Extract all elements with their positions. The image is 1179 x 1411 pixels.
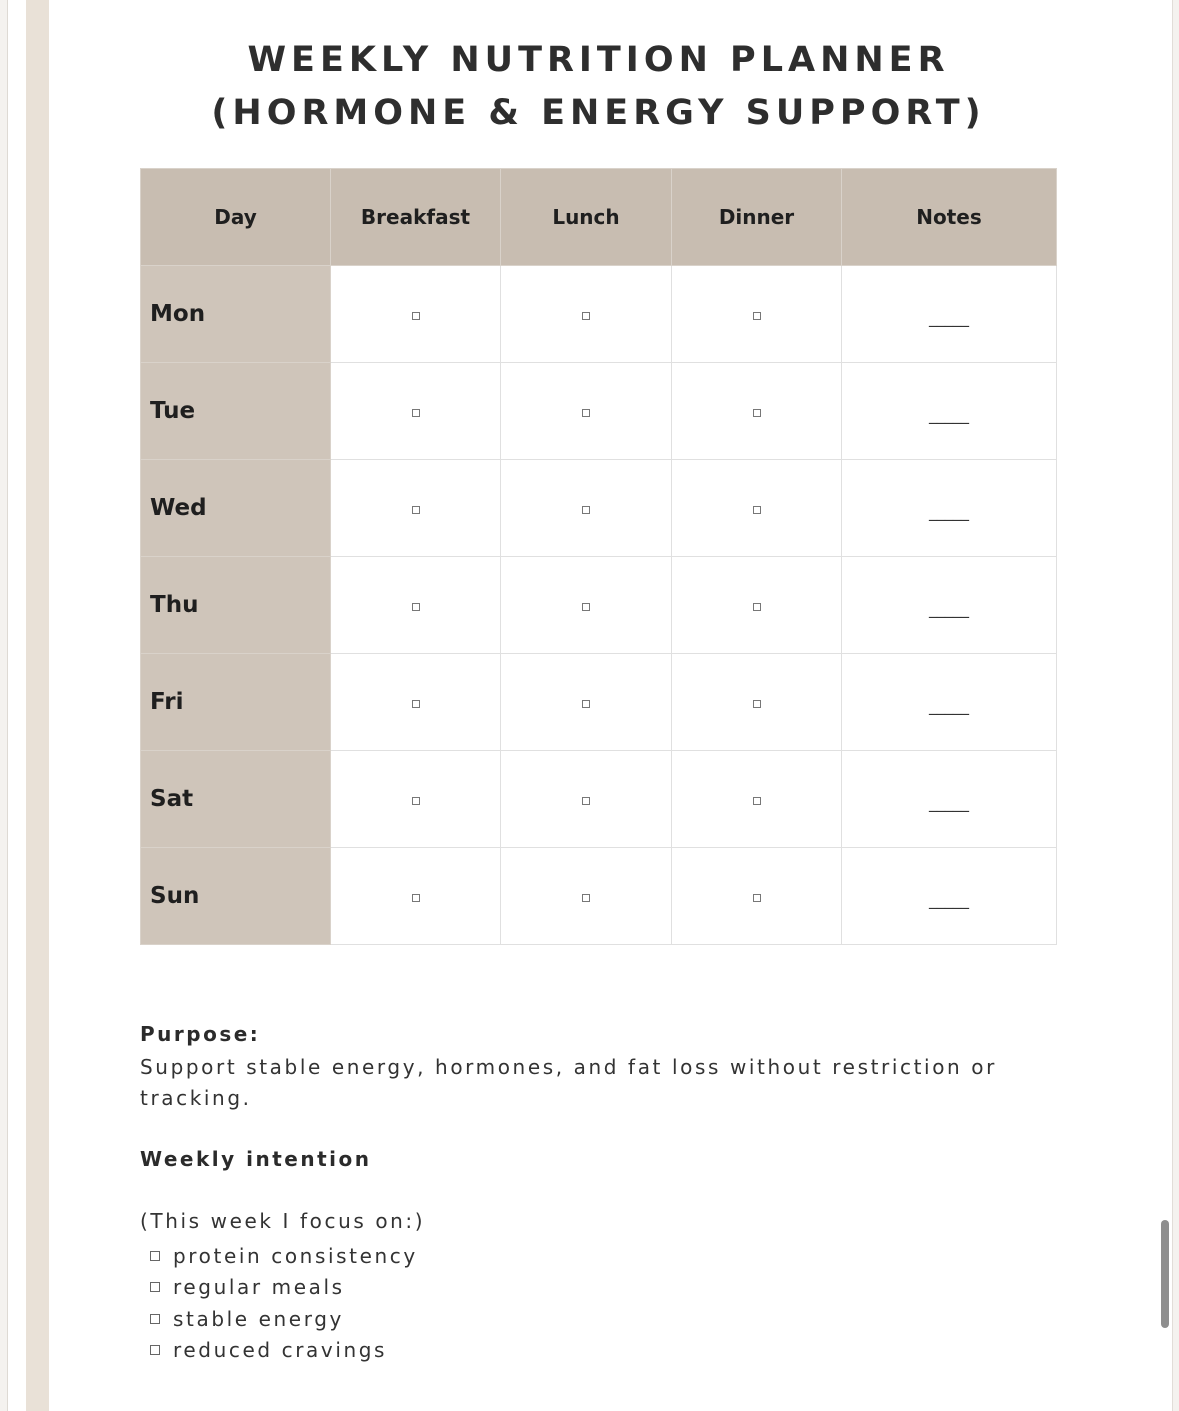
page-edge-right (1172, 0, 1179, 1411)
notes-line: _____ (929, 501, 969, 521)
intention-item-label: stable energy (173, 1306, 344, 1331)
purpose-label: Purpose: (140, 1022, 261, 1046)
checkbox-icon[interactable] (582, 797, 590, 805)
lunch-cell[interactable] (501, 751, 672, 848)
day-label: Sun (141, 848, 331, 945)
day-label: Thu (141, 557, 331, 654)
dinner-cell[interactable] (672, 654, 842, 751)
title-line-1: WEEKLY NUTRITION PLANNER (247, 40, 950, 80)
table-row (141, 751, 1057, 848)
table-row (141, 848, 1057, 945)
checkbox-icon[interactable] (582, 603, 590, 611)
notes-line: _____ (929, 404, 969, 424)
dinner-cell[interactable] (672, 363, 842, 460)
notes-line: _____ (929, 695, 969, 715)
checkbox-icon[interactable] (582, 312, 590, 320)
lunch-cell[interactable] (501, 363, 672, 460)
intention-item-label: reduced cravings (173, 1338, 388, 1363)
checkbox-icon[interactable] (753, 409, 761, 417)
day-label: Tue (141, 363, 331, 460)
notes-cell[interactable] (842, 266, 1057, 363)
checkbox-icon[interactable] (412, 312, 420, 320)
checkbox-icon[interactable] (412, 894, 420, 902)
dinner-cell[interactable] (672, 557, 842, 654)
checkbox-icon[interactable] (412, 700, 420, 708)
checkbox-icon[interactable] (753, 506, 761, 514)
table-row (141, 654, 1057, 751)
checkbox-icon[interactable] (150, 1251, 160, 1261)
notes-line: _____ (929, 792, 969, 812)
notes-cell[interactable] (842, 654, 1057, 751)
table-header-row (141, 169, 1057, 266)
weekly-intention-label: Weekly intention (140, 1147, 372, 1171)
breakfast-cell[interactable] (331, 654, 501, 751)
checkbox-icon[interactable] (753, 700, 761, 708)
day-label: Mon (141, 266, 331, 363)
table-row (141, 557, 1057, 654)
page-title (140, 34, 1057, 140)
breakfast-cell[interactable] (331, 751, 501, 848)
day-label: Wed (141, 460, 331, 557)
notes-cell[interactable] (842, 460, 1057, 557)
table-row (141, 266, 1057, 363)
dinner-cell[interactable] (672, 266, 842, 363)
notes-cell[interactable] (842, 557, 1057, 654)
title-line-2: (HORMONE & ENERGY SUPPORT) (211, 93, 986, 133)
breakfast-cell[interactable] (331, 266, 501, 363)
notes-line: _____ (929, 307, 969, 327)
page-edge-line (7, 0, 8, 1411)
dinner-cell[interactable] (672, 460, 842, 557)
intention-item (150, 1272, 418, 1304)
checkbox-icon[interactable] (412, 797, 420, 805)
intention-item (150, 1240, 418, 1272)
lunch-cell[interactable] (501, 460, 672, 557)
checkbox-icon[interactable] (753, 603, 761, 611)
day-label: Fri (141, 654, 331, 751)
intention-item-label: regular meals (173, 1275, 345, 1300)
checkbox-icon[interactable] (582, 506, 590, 514)
intention-item (150, 1335, 418, 1367)
checkbox-icon[interactable] (582, 894, 590, 902)
breakfast-cell[interactable] (331, 848, 501, 945)
checkbox-icon[interactable] (150, 1282, 160, 1292)
checkbox-icon[interactable] (753, 312, 761, 320)
lunch-cell[interactable] (501, 848, 672, 945)
header-day: Day (141, 169, 331, 266)
checkbox-icon[interactable] (412, 409, 420, 417)
checkbox-icon[interactable] (753, 894, 761, 902)
dinner-cell[interactable] (672, 751, 842, 848)
checkbox-icon[interactable] (412, 603, 420, 611)
intention-list (150, 1240, 418, 1366)
lunch-cell[interactable] (501, 557, 672, 654)
day-label: Sat (141, 751, 331, 848)
purpose-text: Support stable energy, hormones, and fat loss without restriction or tracking. (140, 1055, 997, 1110)
notes-line: _____ (929, 598, 969, 618)
intention-item-label: protein consistency (173, 1243, 418, 1268)
notes-cell[interactable] (842, 751, 1057, 848)
header-lunch: Lunch (501, 169, 672, 266)
scrollbar-thumb[interactable] (1161, 1220, 1169, 1328)
notes-cell[interactable] (842, 848, 1057, 945)
header-breakfast: Breakfast (331, 169, 501, 266)
weekly-intention-prompt: (This week I focus on:) (140, 1209, 426, 1233)
lunch-cell[interactable] (501, 266, 672, 363)
table-row (141, 363, 1057, 460)
binding-strip (26, 0, 49, 1411)
dinner-cell[interactable] (672, 848, 842, 945)
checkbox-icon[interactable] (412, 506, 420, 514)
checkbox-icon[interactable] (582, 700, 590, 708)
notes-cell[interactable] (842, 363, 1057, 460)
checkbox-icon[interactable] (753, 797, 761, 805)
header-notes: Notes (842, 169, 1057, 266)
checkbox-icon[interactable] (150, 1314, 160, 1324)
breakfast-cell[interactable] (331, 557, 501, 654)
checkbox-icon[interactable] (150, 1345, 160, 1355)
nutrition-planner-table (140, 168, 1057, 945)
table-row (141, 460, 1057, 557)
intention-item (150, 1303, 418, 1335)
breakfast-cell[interactable] (331, 460, 501, 557)
header-dinner: Dinner (672, 169, 842, 266)
lunch-cell[interactable] (501, 654, 672, 751)
notes-line: _____ (929, 889, 969, 909)
breakfast-cell[interactable] (331, 363, 501, 460)
table-body (141, 266, 1057, 945)
checkbox-icon[interactable] (582, 409, 590, 417)
